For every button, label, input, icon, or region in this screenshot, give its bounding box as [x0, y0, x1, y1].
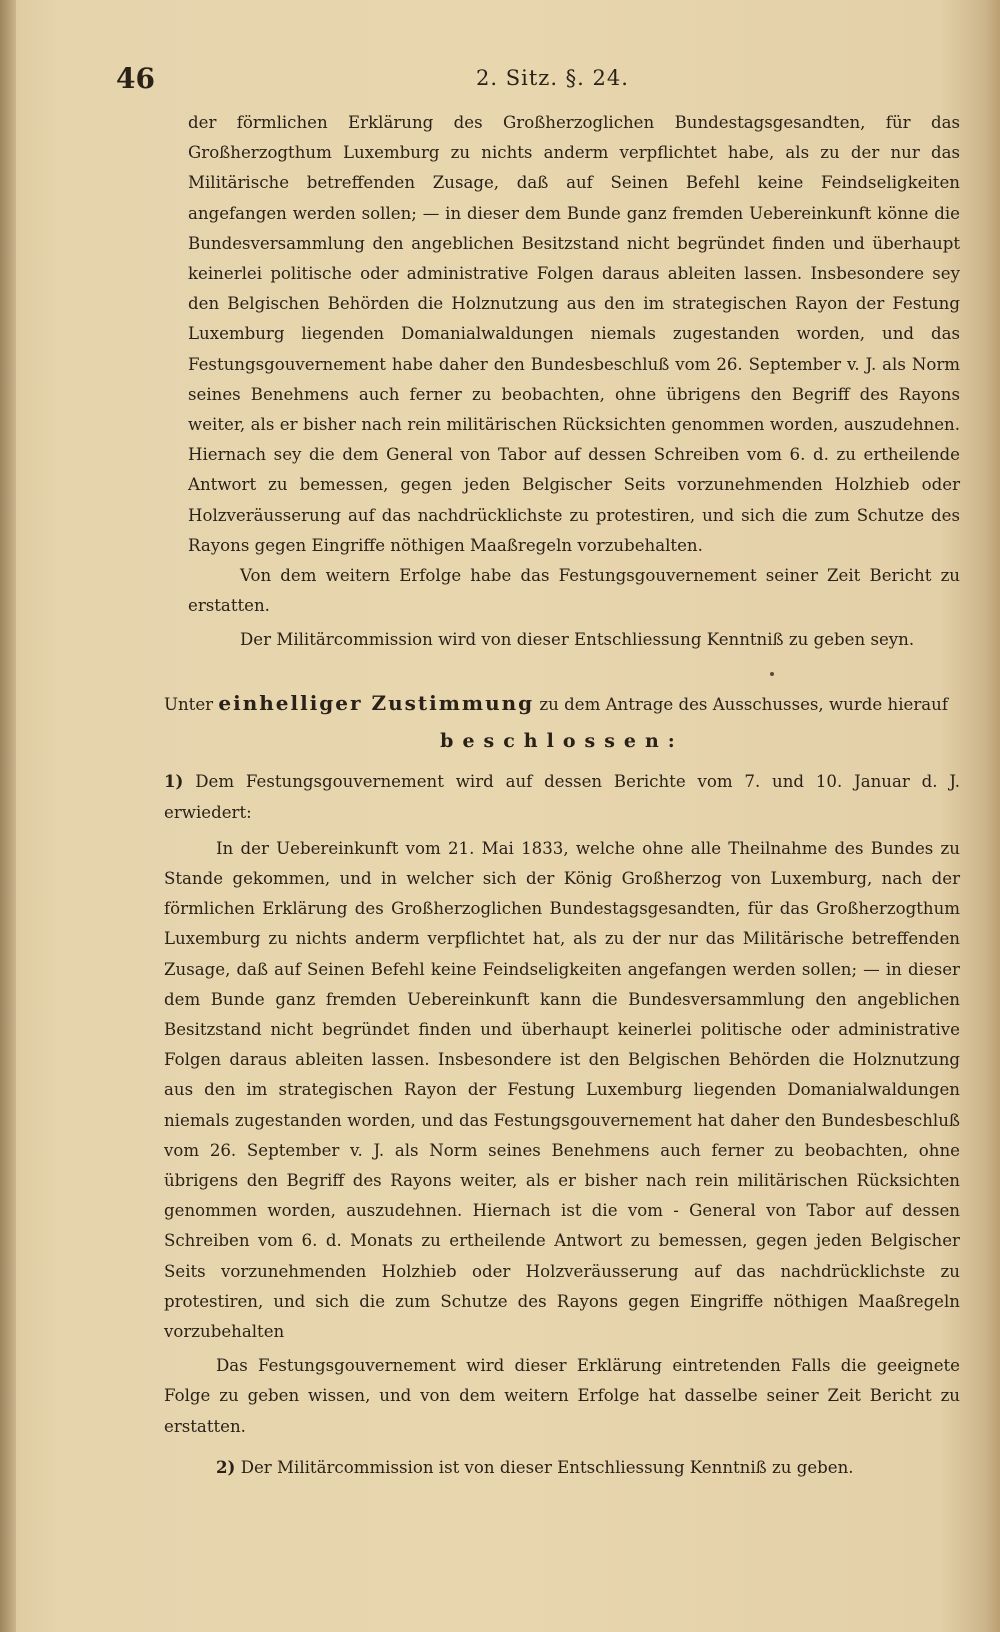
item-1-closing: Das Festungsgouvernement wird dieser Erklärung eintretenden Falls die geeignete Folge zu geben wissen, und von dem weitern Erfolge hat dasselbe seiner Zeit Bericht zu erstatten.	[164, 1356, 960, 1436]
page-number: 46	[116, 62, 155, 95]
paragraph-commission: Der Militärcommission wird von dieser Entschliessung Kenntniß zu geben seyn.	[240, 630, 915, 650]
page-header	[116, 62, 956, 102]
item-1-number: 1)	[164, 771, 184, 792]
item-1-text: Dem Festungsgouvernement wird auf dessen Berichte vom 7. und 10. Januar d. J. erwiedert:	[164, 772, 960, 822]
item-2	[164, 1452, 960, 1483]
paragraph-report: Von dem weitern Erfolge habe das Festungsgouvernement seiner Zeit Bericht zu erstatten.	[188, 566, 960, 616]
intro-before: Unter	[164, 695, 214, 714]
beschlossen-heading: beschlossen:	[440, 730, 684, 753]
resolution-intro	[164, 688, 960, 720]
body-text	[188, 108, 960, 656]
paragraph-continued: der förmlichen Erklärung des Großherzoglichen Bundestagsgesandten, für das Großherzogthum Luxemburg zu nichts anderm verpflichtet habe, als zu der nur das Militärische betreffenden Zusage, daß auf Seinen Befehl keine Feindseligkeiten angefangen werden sollen; — in dieser dem Bunde ganz fremden Uebereinkunft könne die Bundesversammlung den angeblichen Besitzstand nicht begründet finden und überhaupt keinerlei politische oder administrative Folgen daraus ableiten lassen. Insbesondere sey den Belgischen Behörden die Holznutzung aus den im strategischen Rayon der Festung Luxemburg liegenden Domanialwaldungen niemals zugestanden worden, und das Festungsgouvernement habe daher den Bundesbeschluß vom 26. September v. J. als Norm seines Benehmens auch ferner zu beobachten, ohne übrigens den Begriff des Rayons weiter, als er bisher nach rein militärischen Rücksichten genommen worden, auszudehnen. Hiernach sey die dem General von Tabor auf dessen Schreiben vom 6. d. zu ertheilende Antwort zu bemessen, gegen jeden Belgischer Seits vorzunehmenden Holzhieb oder Holzveräusserung auf das nachdrücklichste zu protestiren, und sich die zum Schutze des Rayons gegen Eingriffe nöthigen Maaßregeln vorzubehalten.	[188, 113, 960, 555]
resolution-section	[164, 688, 960, 1483]
intro-after: zu dem Antrage des Ausschusses, wurde hierauf	[539, 695, 948, 714]
item-2-text: Der Militärcommission ist von dieser Entschliessung Kenntniß zu geben.	[240, 1457, 854, 1477]
item-1	[164, 766, 960, 827]
intro-spaced: einhelliger Zustimmung	[218, 691, 535, 715]
ink-dot	[770, 672, 774, 676]
running-head: 2. Sitz. §. 24.	[476, 66, 629, 90]
page-binding-edge	[0, 0, 16, 1632]
item-2-number: 2)	[216, 1456, 236, 1477]
item-1-body: In der Uebereinkunft vom 21. Mai 1833, welche ohne alle Theilnahme des Bundes zu Stande gekommen, und in welcher sich der König Großherzog von Luxemburg, nach der förmlichen Erklärung des Großherzoglichen Bundestagsgesandten, für das Großherzogthum Luxemburg zu nichts anderm verpflichtet hat, als zu der nur das Militärische betreffenden Zusage, daß auf Seinen Befehl keine Feindseligkeiten angefangen werden sollen; — in dieser dem Bunde ganz fremden Uebereinkunft kann die Bundesversammlung den angeblichen Besitzstand nicht begründet finden und überhaupt keinerlei politische oder administrative Folgen daraus ableiten lassen. Insbesondere ist den Belgischen Behörden die Holznutzung aus den im strategischen Rayon der Festung Luxemburg liegenden Domanialwaldungen niemals zugestanden worden, und das Festungsgouvernement hat daher den Bundesbeschluß vom 26. September v. J. als Norm seines Benehmens auch ferner zu beobachten, ohne übrigens den Begriff des Rayons weiter, als er bisher nach rein militärischen Rücksichten genommen worden, auszudehnen. Hiernach ist die vom - General von Tabor auf dessen Schreiben vom 6. d. Monats zu ertheilende Antwort zu bemessen, gegen jeden Belgischer Seits vorzunehmenden Holzhieb oder Holzveräusserung auf das nachdrücklichste zu protestiren, und sich die zum Schutze des Rayons gegen Eingriffe nöthigen Maaßregeln vorzubehalten	[164, 838, 960, 1342]
